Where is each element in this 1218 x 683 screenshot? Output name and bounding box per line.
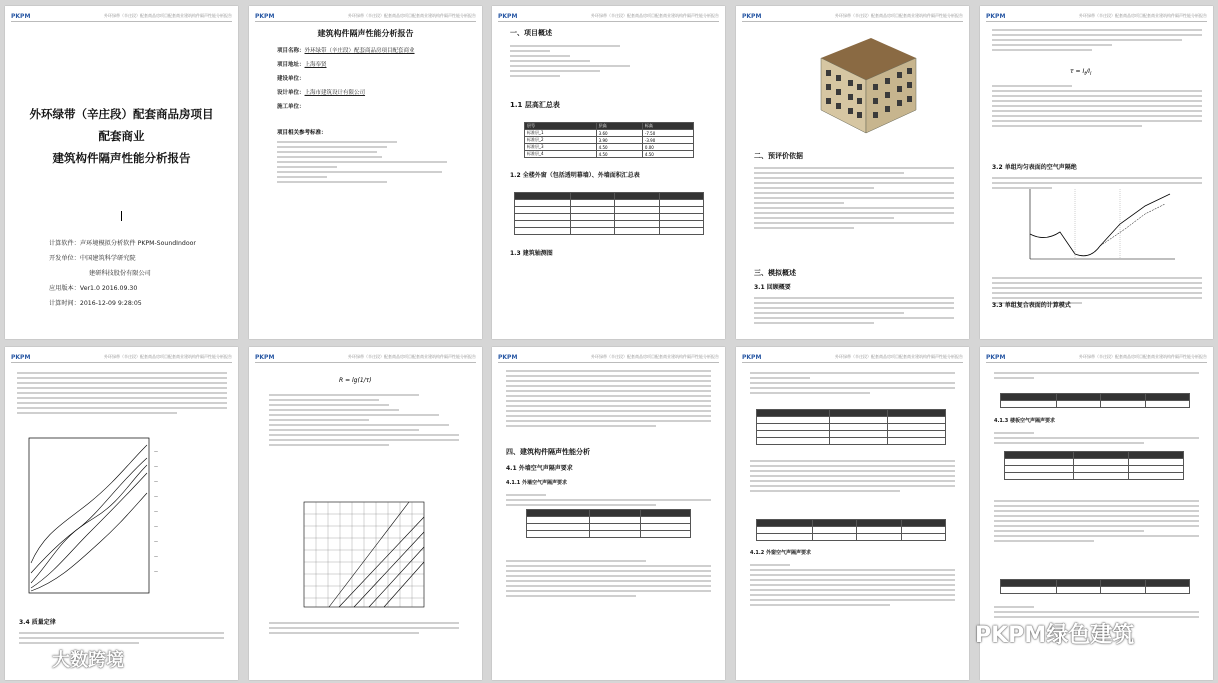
page-header [986, 354, 1207, 363]
svg-text:—: — [154, 524, 158, 529]
running-title: 外环绿带（辛庄段）配套商品房项目配套商业建筑构件隔声性能分析报告 [104, 354, 232, 359]
section-heading: 二、预评价依据 [754, 152, 803, 160]
info-row: 项目地址：上海奉贤 [277, 62, 327, 68]
running-title: 外环绿带（辛庄段）配套商品房项目配套商业建筑构件隔声性能分析报告 [591, 13, 719, 18]
text-cursor [121, 211, 122, 221]
mass-law-chart [19, 433, 224, 603]
software-label: 计算软件：声环境模拟分析软件 PKPM-SoundIndoor [49, 240, 196, 247]
section-heading: 3.2 单组均匀表面的空气声隔绝 [992, 164, 1077, 171]
text-block [992, 26, 1202, 54]
window-area-table [514, 192, 704, 235]
section-heading: 1.1 层高汇总表 [510, 101, 560, 109]
insulation-frequency-curve [1020, 184, 1180, 266]
page-analysis [492, 347, 725, 680]
wall-insulation-table [526, 509, 691, 538]
svg-text:—: — [154, 464, 158, 469]
summary-table [756, 519, 946, 541]
page-overview [492, 6, 725, 339]
section-heading: 3.4 质量定律 [19, 619, 56, 626]
building-axonometric-image [811, 28, 921, 138]
wechat-icon [930, 612, 970, 644]
svg-text:—: — [154, 494, 158, 499]
watermark-left: 大数跨境 [52, 650, 124, 671]
svg-text:—: — [154, 569, 158, 574]
svg-text:—: — [154, 539, 158, 544]
pkpm-logo: PKPM [255, 13, 275, 20]
text-block [506, 557, 711, 600]
section-heading: 3.1 回顾概要 [754, 284, 791, 291]
running-title: 外环绿带（辛庄段）配套商品房项目配套商业建筑构件隔声性能分析报告 [835, 354, 963, 359]
pkpm-logo: PKPM [11, 13, 31, 20]
running-title: 外环绿带（辛庄段）配套商品房项目配套商业建筑构件隔声性能分析报告 [1079, 13, 1207, 18]
page-header [255, 354, 476, 363]
version-label: 应用版本：Ver1.0 2016.09.30 [49, 285, 138, 292]
svg-text:—: — [154, 449, 158, 454]
page-header [742, 354, 963, 363]
section-heading: 4.1.2 外窗空气声隔声要求 [750, 550, 811, 556]
text-block [754, 164, 954, 232]
section-heading: 一、项目概述 [510, 29, 552, 37]
pkpm-logo: PKPM [498, 13, 518, 20]
watermark-right: PKPM绿色建筑 [975, 623, 1135, 648]
pkpm-logo: PKPM [986, 354, 1006, 361]
svg-text:—: — [154, 554, 158, 559]
time-label: 计算时间：2016-12-09 9:28:05 [49, 300, 142, 307]
page-header [498, 13, 719, 22]
page-mass-law [5, 347, 238, 680]
section-heading: 1.2 全楼外窗（包括透明幕墙）、外墙面积汇总表 [510, 172, 640, 179]
info-row: 建设单位： [277, 76, 305, 82]
project-info [277, 44, 415, 114]
report-title: 建筑构件隔声性能分析报告 [317, 29, 414, 38]
text-block [992, 82, 1202, 130]
running-title: 外环绿带（辛庄段）配套商品房项目配套商业建筑构件隔声性能分析报告 [591, 354, 719, 359]
pkpm-logo: PKPM [255, 354, 275, 361]
text-block [17, 369, 227, 417]
page-project-info [249, 6, 482, 339]
text-block [750, 369, 955, 397]
floor-result-table [1000, 579, 1190, 594]
refs-title: 项目相关参考标准： [277, 130, 327, 136]
formula: R = lg(1/τ) [339, 377, 372, 384]
page-axonometric [736, 6, 969, 339]
text-block [506, 367, 711, 430]
text-block [269, 619, 459, 637]
refs-lines [277, 138, 447, 186]
text-block [994, 369, 1199, 382]
section-heading: 3.3 单组复合表面的计算模式 [992, 302, 1071, 309]
developer-label: 开发单位：中国建筑科学研究院 [49, 255, 136, 262]
section-heading: 4.1.1 外墙空气声隔声要求 [506, 480, 567, 486]
page-header [11, 13, 232, 22]
developer-label-2: 建研科技股份有限公司 [89, 270, 151, 277]
text-block [994, 429, 1199, 447]
section-heading: 1.3 建筑轴测图 [510, 250, 553, 257]
svg-text:—: — [154, 479, 158, 484]
running-title: 外环绿带（辛庄段）配套商品房项目配套商业建筑构件隔声性能分析报告 [348, 13, 476, 18]
floor-summary-table [1000, 393, 1190, 408]
info-row: 项目名称：外环绿带（辛庄段）配套商品房项目配套商业 [277, 48, 415, 54]
pkpm-logo: PKPM [742, 13, 762, 20]
info-row: 设计单位：上海市建筑设计有限公司 [277, 90, 366, 96]
info-row: 施工单位： [277, 104, 305, 110]
page-header [498, 354, 719, 363]
running-title: 外环绿带（辛庄段）配套商品房项目配套商业建筑构件隔声性能分析报告 [104, 13, 232, 18]
section-heading: 4.1 外墙空气声隔声要求 [506, 465, 573, 472]
floor-height-table: 层号 层高 标高 标准层_1 3.60 -7.50 标准层_2 3.90 -3.90 标准层_3 4.50 0.00 标准层_4 4.50 4.50 [524, 122, 694, 158]
page-formula-chart [249, 347, 482, 680]
section-heading: 四、建筑构件隔声性能分析 [506, 448, 590, 456]
section-heading: 三、模拟概述 [754, 269, 796, 277]
cover-title-line2: 配套商业 [98, 129, 145, 143]
cover-title-line3: 建筑构件隔声性能分析报告 [52, 151, 191, 165]
page-header [11, 354, 232, 363]
cover-title-line1: 外环绿带（辛庄段）配套商品房项目 [29, 107, 214, 121]
text-block [750, 457, 955, 495]
text-block [510, 42, 630, 80]
page-header [742, 13, 963, 22]
svg-text:—: — [154, 509, 158, 514]
text-block [754, 294, 954, 327]
running-title: 外环绿带（辛庄段）配套商品房项目配套商业建筑构件隔声性能分析报告 [1079, 354, 1207, 359]
running-title: 外环绿带（辛庄段）配套商品房项目配套商业建筑构件隔声性能分析报告 [348, 354, 476, 359]
text-block [506, 491, 711, 509]
page-header [986, 13, 1207, 22]
pkpm-logo: PKPM [498, 354, 518, 361]
window-insulation-table [756, 409, 946, 445]
log-chart [299, 497, 469, 612]
page-header [255, 13, 476, 22]
text-block [269, 391, 459, 449]
page-cover [5, 6, 238, 339]
pkpm-logo: PKPM [742, 354, 762, 361]
text-block [750, 561, 955, 609]
section-heading: 4.1.3 楼板空气声隔声要求 [994, 418, 1055, 424]
pkpm-logo: PKPM [11, 354, 31, 361]
running-title: 外环绿带（辛庄段）配套商品房项目配套商业建筑构件隔声性能分析报告 [835, 13, 963, 18]
text-block [19, 629, 224, 647]
floor-insulation-table [1004, 451, 1184, 480]
formula: $\tau = I_t/I_i$ [1070, 68, 1092, 78]
text-block [994, 497, 1199, 545]
page-sound-insulation [980, 6, 1213, 339]
pkpm-logo: PKPM [986, 13, 1006, 20]
